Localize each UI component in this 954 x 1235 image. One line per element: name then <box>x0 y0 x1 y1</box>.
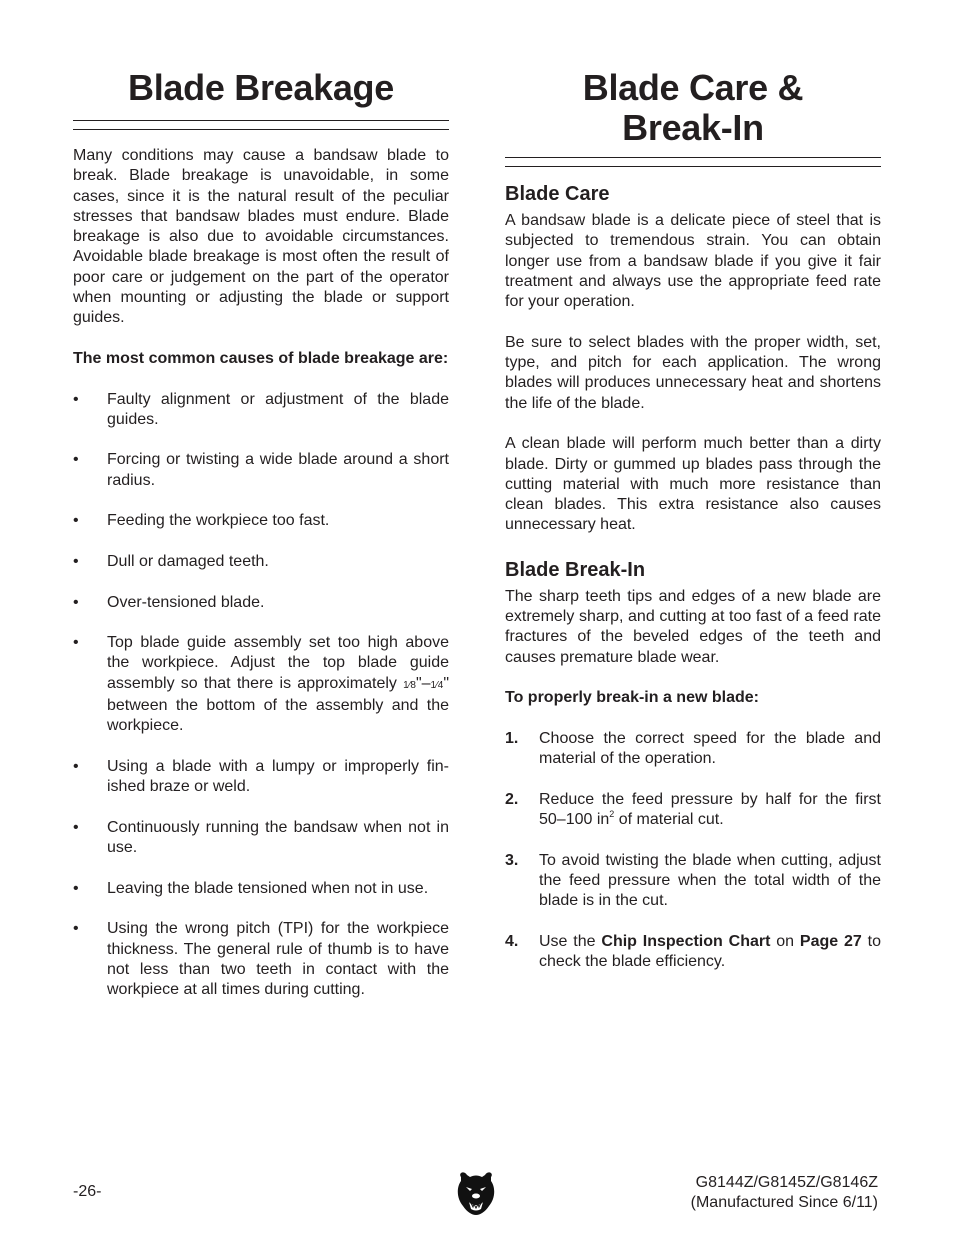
care-paragraph: Be sure to select blades with the proper width, set, type, and pitch for each application. The wrong blades will produces unnecessary heat and shortens the life of the blade. <box>505 333 881 412</box>
page-reference: Page 27 <box>799 932 862 950</box>
model-numbers: G8144Z/G8145Z/G8146Z <box>695 1174 878 1191</box>
list-item: • Continuously running the bandsaw when not in use. <box>73 818 449 857</box>
title-rule-right <box>505 157 881 167</box>
list-item: • Faulty alignment or adjustment of the blade guides. <box>73 390 449 428</box>
list-item: • Feeding the workpiece too fast. <box>73 511 449 531</box>
bullet-icon: • <box>73 512 79 530</box>
blade-break-in-heading: Blade Break-In <box>505 558 646 581</box>
bullet-icon: • <box>73 879 79 897</box>
list-item: 2. Reduce the feed pressure by half for the first 50–100 $in^2$ of material cut. <box>505 790 881 829</box>
list-item: 4. Use the Chip Inspection Chart on Page 27 to check the blade efficiency. <box>505 932 882 971</box>
bullet-icon: • <box>73 818 79 836</box>
causes-list <box>73 390 449 1001</box>
list-item: • Top blade guide assembly set too high above the workpiece. Adjust the top blade guide assembly so that there is approximately 1⁄8"–1⁄4" between the bottom of the assembly and the workpiece. <box>73 634 449 735</box>
blade-breakage-title: Blade Breakage <box>128 67 394 108</box>
list-item: • Leaving the blade tensioned when not in use. <box>73 879 449 899</box>
blade-care-title: Blade Care & Break-In <box>582 67 804 148</box>
blade-breakage-body <box>73 146 449 1000</box>
list-item: • Using a blade with a lumpy or improperly fin-ished braze or weld. <box>73 757 449 796</box>
title-rule-left <box>73 120 449 130</box>
list-item: 3. To avoid twisting the blade when cutting, adjust the feed pressure when the total width of the blade is in the cut. <box>505 851 881 910</box>
list-item: • Over-tensioned blade. <box>73 593 449 613</box>
break-in-paragraph: The sharp teeth tips and edges of a new blade are extremely sharp, and cutting at too fast of a feed rate fractures of the beveled edges of the teeth and causes premature blade wear. <box>505 587 881 666</box>
step-number: 1. <box>505 729 519 747</box>
blade-care-body <box>505 182 881 972</box>
causes-heading: The most common causes of blade breakage are: <box>73 349 449 367</box>
page-number: -26- <box>73 1183 102 1200</box>
care-paragraph: A clean blade will perform much better than a dirty blade. Dirty or gummed up blades pass through the cutting material with much more resistance than clean blades. This extra resistance also causes unnecessary heat. <box>505 435 881 534</box>
break-in-steps <box>505 729 881 973</box>
manufacture-date: (Manufactured Since 6/11) <box>690 1194 878 1211</box>
bullet-icon: • <box>73 451 79 469</box>
chip-inspection-chart-reference: Chip Inspection Chart <box>601 932 771 950</box>
breakage-intro-paragraph: Many conditions may cause a bandsaw blade to break. Blade breakage is unavoidable, in some cases, since it is the natural result of the peculiar stresses that bandsaw blades must endure. Blade breakage is also due to avoidable circumstances. Avoidable blade breakage is most often the result of poor care or judgement on the part of the operator when mounting or adjusting the blade or support guides. <box>73 147 449 327</box>
care-paragraph: A bandsaw blade is a delicate piece of steel that is subjected to tremendous strain. You can obtain longer use from a bandsaw blade if you give it fair treatment and always use the appropriate feed rate for your operation. <box>505 212 881 311</box>
steps-heading: To properly break-in a new blade: <box>505 689 759 707</box>
bullet-icon: • <box>73 593 79 611</box>
list-item: • Dull or damaged teeth. <box>73 552 449 572</box>
bullet-icon: • <box>73 552 79 570</box>
bear-logo-icon <box>455 1171 497 1215</box>
step-number: 2. <box>505 790 519 808</box>
bullet-icon: • <box>73 920 79 938</box>
bullet-icon: • <box>73 390 79 408</box>
step-number: 3. <box>505 851 519 869</box>
list-item: • Using the wrong pitch (TPI) for the workpiece thickness. The general rule of thumb is to have not less than two teeth in contact with the workpiece at all times during cutting. <box>73 920 449 999</box>
list-item: 1. Choose the correct speed for the blade and material of the operation. <box>505 729 881 768</box>
bullet-icon: • <box>73 757 79 775</box>
step-number: 4. <box>505 932 519 950</box>
bullet-icon: • <box>73 634 79 652</box>
list-item: • Forcing or twisting a wide blade around a short radius. <box>73 451 449 489</box>
model-info <box>691 1173 878 1213</box>
blade-care-heading: Blade Care <box>505 183 610 205</box>
